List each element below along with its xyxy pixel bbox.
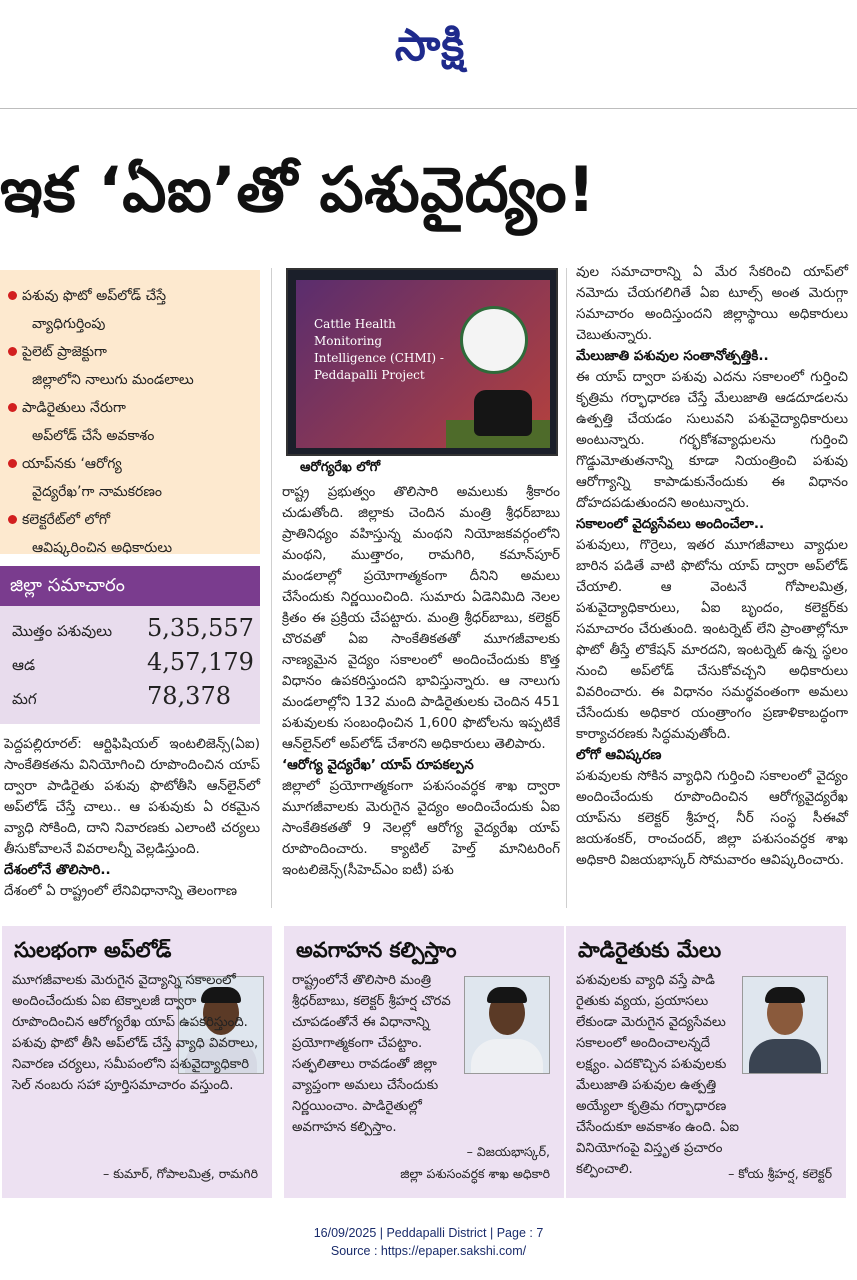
- page-footer: [0, 1224, 857, 1260]
- presentation-screen: [296, 280, 550, 448]
- paragraph: పశువులు, గొర్రెలు, ఇతర మూగజీవాలు వ్యాధుల బారిన పడితే వాటి ఫొటోను యాప్ ద్వారా అప్‌లోడ్ చేయాలి. ఆ వెంటనే గోపాలమిత్ర, పశువైద్యాధికారులు, ఏఐ బృందం, కలెక్టర్‌కు సమాచారం చేరుతుంది. ఇంటర్నెట్ లేని ప్రాంతాల్లోనూ ఫొటో తీస్తే లొకేషన్ మారదని, ఇంటర్నెట్ ఉన్న స్థలం నుంచి అప్‌లోడ్ చేసుకోవచ్చని అధికారులు వివరించారు. ఈ విధానం సమర్థవంతంగా అమలు చేసేందుకు అధికార యంత్రాంగం ప్రణాళికాబద్ధంగా కార్యాచరణకు సిద్ధమవుతోంది.: [576, 537, 848, 742]
- stats-label: మగ: [12, 690, 37, 708]
- paragraph: రాష్ట్ర ప్రభుత్వం తొలిసారి అమలుకు శ్రీకారం చుడుతోంది. జిల్లాకు చెందిన మంత్రి శ్రీధర్‌బాబు ప్రాతినిధ్యం వహిస్తున్న మంథని నియోజకవర్గంలోని మంథని, ముత్తారం, రామగిరి, కమాన్‌పూర్ మండలాల్లో ప్రయోగాత్మకంగా దీనిని అమలు చేసేందుకు నిర్ణయించింది. సుమారు ఏడెనిమిది నెలల క్రితం ఈ ప్రక్రియ చేపట్టారు. మంత్రి శ్రీధర్‌బాబు, కలెక్టర్ చొరవతో ఏఐ సాంకేతికతతో మూగజీవాలకు నాణ్యమైన వైద్యం సకాలంలో అందించేందుకు కొత్త విధానం ఉపకరిస్తుందని భావిస్తున్నారు. ఆ నాలుగు మండలాల్లోని 132 మంది పాడిరైతులకు చెందిన 451 పశువులకు సంబంధించిన 1,600 ఫొటోలను ఇప్పటికే ఆన్‌లైన్‌లో అప్‌లోడ్ చేశారని అధికారులు తెలిపారు.: [282, 484, 560, 752]
- paragraph: వుల సమాచారాన్ని ఏ మేర సేకరించి యాప్‌లో నమోదు చేయగలిగితే ఏఐ టూల్స్ అంత మెరుగ్గా సమాచారం అందిస్తుందని జిల్లాస్థాయి అధికారులు చెబుతున్నారు.: [576, 264, 848, 343]
- footer-source-link[interactable]: Source : https://epaper.sakshi.com/: [330, 1244, 527, 1258]
- column-divider: [566, 268, 567, 908]
- quote-panel-collector: [566, 926, 846, 1198]
- stats-value: 5,35,557: [147, 614, 254, 642]
- highlight-item: పశువు ఫొటో అప్‌లోడ్ చేస్తే: [8, 282, 260, 310]
- paragraph: ఈ యాప్ ద్వారా పశువు ఎదను సకాలంలో గుర్తించి కృత్రిమ గర్భాధారణ చేస్తే మేలుజాతి ఆడదూడలను ఉత్పత్తి చేయడం సులువని పశువైద్యాధికారులు అంటున్నారు. గర్భకోశవ్యాధులను గుర్తించి గొడ్డుమోతుతనాన్ని కూడా నియంత్రించి పశువు ఆరోగ్యాన్ని కాపాడుకునేందుకు ఈ విధానం దోహదపడుతుందని అంటున్నారు.: [576, 369, 848, 511]
- stats-row: [12, 682, 252, 716]
- stats-row: [12, 648, 252, 682]
- stats-table: [0, 606, 260, 724]
- panel-body: రాష్ట్రంలోనే తొలిసారి మంత్రి శ్రీధర్‌బాబు, కలెక్టర్ శ్రీహర్ష చొరవ చూపడంతోనే ఈ విధానాన్ని ప్రయోగాత్మకంగా చేపట్టాం. సత్ఫలితాలు రావడంతో జిల్లా వ్యాప్తంగా అమలు చేసేందుకు నిర్ణయించాం. పాడిరైతుల్లో అవగాహన కల్పిస్తాం.: [292, 973, 451, 1135]
- highlight-item: పైలెట్ ప్రాజెక్టుగా: [8, 338, 260, 366]
- emblem-icon: [460, 306, 528, 374]
- highlight-item: యాప్‌నకు ‘ఆరోగ్య: [8, 450, 260, 478]
- bullet-icon: [8, 515, 17, 524]
- stats-value: 4,57,179: [147, 648, 254, 676]
- highlight-item: వైద్యరేఖ’గా నామకరణం: [32, 484, 163, 500]
- paragraph: పెద్దపల్లిరూరల్: ఆర్టిఫిషియల్ ఇంటలిజెన్స్(ఏఐ) సాంకేతికతను వినియోగించి రూపొందించిన యాప్ ద్వారా పాడిరైతు పశువు ఫొటోతీసి ఆన్‌లైన్‌లో అప్‌లోడ్ చేస్తే చాలు.. ఆ పశువుకు ఏ రకమైన వ్యాధి సోకింది, దాని నివారణకు ఎలాంటి చర్యలు తీసుకోవాలనే వివరాలన్నీ వెల్లడిస్తుంది.: [4, 736, 260, 857]
- highlights-box: [0, 270, 260, 554]
- subheading: మేలుజాతి పశువుల సంతానోత్పత్తికి..: [576, 348, 769, 364]
- event-photo: [286, 268, 558, 456]
- quote-panel-vijayabhaskar: [284, 926, 564, 1198]
- photo-caption: ఆరోగ్యరేఖ లోగో: [300, 460, 381, 475]
- highlight-item: పాడిరైతులు నేరుగా: [8, 394, 260, 422]
- bullet-icon: [8, 403, 17, 412]
- highlight-item: ఆవిష్కరించిన అధికారులు: [32, 540, 173, 556]
- stats-row: [12, 614, 252, 648]
- cow-icon: [474, 390, 532, 436]
- subheading: ‘ఆరోగ్య వైద్యరేఖ’ యాప్ రూపకల్పన: [282, 757, 474, 773]
- panel-signature: – కోయ శ్రీహర్ష, కలెక్టర్: [728, 1166, 832, 1181]
- stats-title: జిల్లా సమాచారం: [0, 566, 260, 606]
- highlight-item: జిల్లాలోని నాలుగు మండలాలు: [32, 372, 194, 388]
- panel-title: సులభంగా అప్‌లోడ్: [14, 938, 172, 962]
- panel-signature: – కుమార్, గోపాలమిత్ర, రామగిరి: [102, 1166, 258, 1181]
- stats-label: ఆడ: [12, 656, 36, 674]
- masthead-rule: [0, 108, 857, 109]
- masthead: [0, 0, 857, 92]
- quote-panel-kumar: [2, 926, 272, 1198]
- bullet-icon: [8, 347, 17, 356]
- bullet-icon: [8, 459, 17, 468]
- paragraph: జిల్లాలో ప్రయోగాత్మకంగా పశుసంవర్ధక శాఖ ద్వారా మూగజీవాలకు మెరుగైన వైద్యం అందించేందుకు ఏఐ సాంకేతికతతో 9 నెలల్లో ఆరోగ్య వైద్యరేఖ యాప్ రూపొందించారు. క్యాటిల్ హెల్త్ మానిటరింగ్ ఇంటలిజెన్స్(సీహెచ్ఎం ఐటీ) పశు: [282, 778, 560, 878]
- subheading: దేశంలోనే తొలిసారి..: [4, 862, 111, 878]
- panel-body: మూగజీవాలకు మెరుగైన వైద్యాన్ని సకాలంలో అందించేందుకు ఏఐ టెక్నాలజీ ద్వారా రూపొందించిన ఆరోగ్యరేఖ యాప్ ఉపకరిస్తుంది. పశువు ఫొటో తీసి అప్‌లోడ్ చేస్తే వ్యాధి వివరాలు, నివారణ చర్యలు, సమీపంలోని పశువైద్యాధికారి సెల్ నంబరు సహా పూర్తిసమాచారం వస్తుంది.: [12, 973, 259, 1093]
- middle-column: [282, 482, 560, 881]
- footer-date-line: 16/09/2025 | Peddapalli District | Page : 7: [313, 1226, 544, 1240]
- left-column: [4, 734, 260, 902]
- portrait-photo: [742, 976, 828, 1074]
- sakshi-logo: సాక్షి: [394, 20, 466, 71]
- subheading: లోగో ఆవిష్కరణ: [576, 747, 662, 763]
- panel-title: అవగాహన కల్పిస్తాం: [296, 938, 457, 962]
- stats-label: మొత్తం పశువులు: [12, 622, 113, 640]
- highlight-item: వ్యాధిగుర్తింపు: [32, 316, 106, 332]
- subheading: సకాలంలో వైద్యసేవలు అందించేలా..: [576, 516, 765, 532]
- slide-title: Cattle Health Monitoring Intelligence (CHMI) - Peddapalli Project: [314, 317, 444, 382]
- portrait-photo: [464, 976, 550, 1074]
- panel-signature: – విజయభాస్కర్,: [466, 1144, 550, 1159]
- stats-value: 78,378: [147, 682, 231, 710]
- paragraph: పశువులకు సోకిన వ్యాధిని గుర్తించి సకాలంలో వైద్యం అందించేందుకు రూపొందించిన ఆరోగ్యవైద్యరేఖ యాప్‌ను కలెక్టర్ శ్రీహర్ష, నీర్ సంస్థ సీఈవో జయశంకర్, రాంచందర్, జిల్లా పశుసంవర్ధక శాఖ అధికారి విజయభాస్కర్ సోమవారం ఆవిష్కరించారు.: [576, 768, 848, 868]
- panel-signature-title: జిల్లా పశుసంవర్ధక శాఖ అధికారి: [400, 1166, 550, 1181]
- highlight-item: అప్‌లోడ్ చేసే అవకాశం: [32, 428, 155, 444]
- headline: ఇక ‘ఏఐ’తో పశువైద్యం!: [0, 153, 596, 226]
- bullet-icon: [8, 291, 17, 300]
- column-divider: [271, 268, 272, 908]
- panel-title: పాడిరైతుకు మేలు: [578, 938, 722, 962]
- right-column: [576, 262, 848, 871]
- highlight-item: కలెక్టరేట్‌లో లోగో: [8, 506, 260, 534]
- panel-body: పశువులకు వ్యాధి వస్తే పాడి రైతుకు వ్యయ, ప్రయాసలు లేకుండా మెరుగైన వైద్యసేవలు సకాలంలో అందించాలన్నదే లక్ష్యం. ఎదకొచ్చిన పశువులకు మేలుజాతి పశువుల ఉత్పత్తి అయ్యేలా కృత్రిమ గర్భాధారణ చేసేందుకూ అవకాశం ఉంది. ఏఐ వినియోగంపై విస్తృత ప్రచారం కల్పించాలి.: [576, 973, 739, 1177]
- paragraph: దేశంలో ఏ రాష్ట్రంలో లేనివిధానాన్ని తెలంగాణ: [4, 883, 237, 899]
